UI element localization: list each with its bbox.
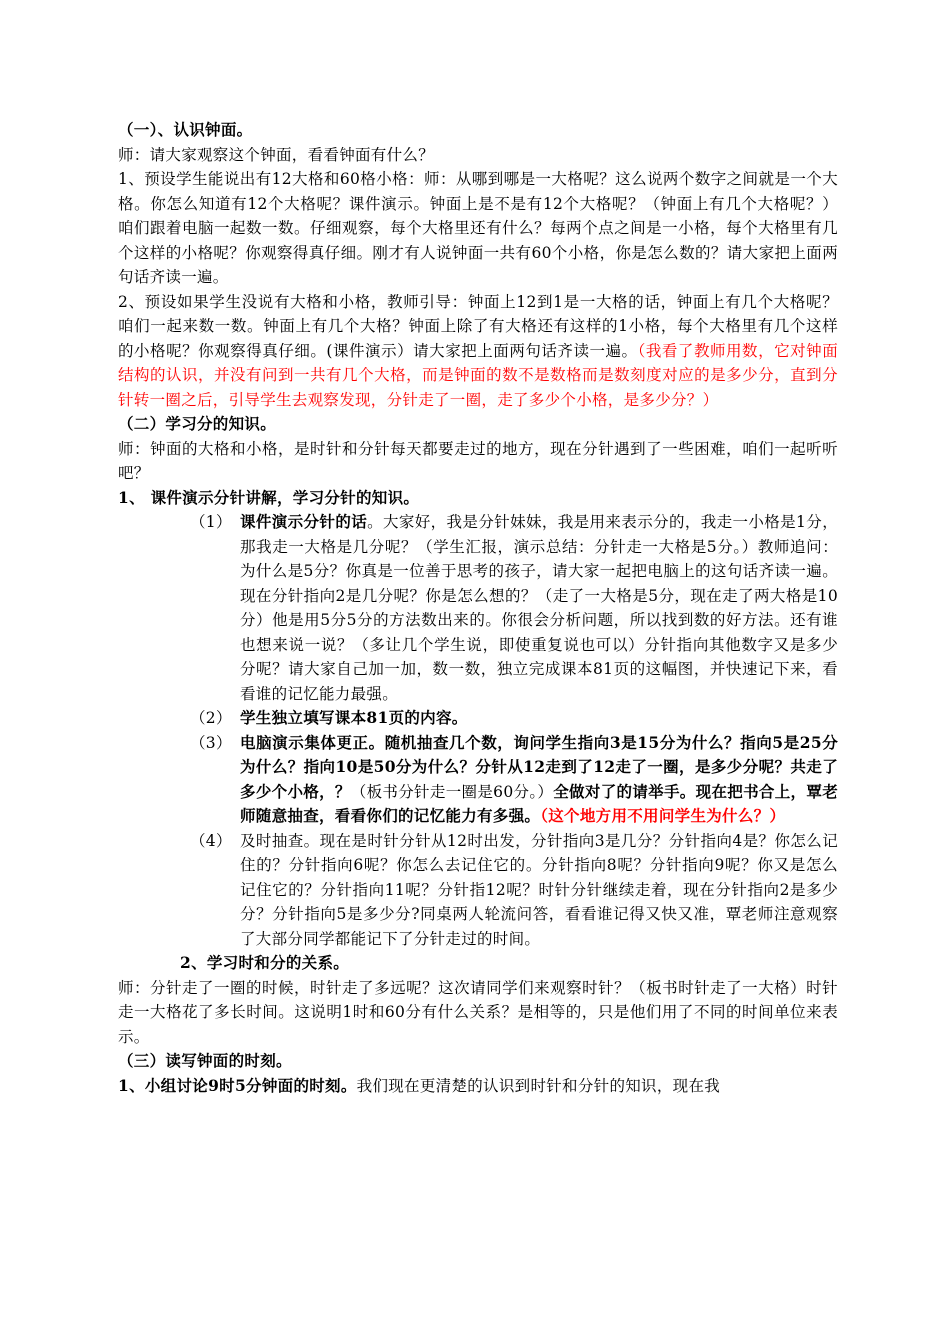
paragraph: 师：请大家观察这个钟面，看看钟面有什么？ [118, 145, 435, 164]
paragraph [118, 1074, 838, 1099]
list-text: （板书分针走一圈是60分。） [350, 782, 554, 801]
list-number: （1） [190, 513, 232, 531]
paragraph: 1、预设学生能说出有12大格和60格小格：师：从哪到哪是一大格呢？这么说两个数字之间就是一个大格。你怎么知道有12个大格呢？课件演示。钟面上是不是有12个大格呢？（钟面上有几个大格呢？）咱们跟着电脑一起数一数。仔细观察，每个大格里还有什么？每两个点之间是一小格，每个大格里有几个这样的小格呢？你观察得真仔细。刚才有人说钟面一共有60个小格，你是怎么数的？请大家把上面两句话齐读一遍。 [118, 170, 838, 286]
paragraph: 师：钟面的大格和小格，是时针和分针每天都要走过的地方，现在分针遇到了一些困难，咱们一起听听吧？ [118, 439, 838, 482]
list-text: 及时抽查。现在是时针分针从12时出发，分针指向3是几分？分针指向4是？你怎么记住的？分针指向6呢？你怎么去记住它的。分针指向8呢？分针指向9呢？你又是怎么记住它的？分针指向11呢？分针指12呢？时针分针继续走着，现在分针指向2是多少分？分针指向5是多少分?同桌两人轮流问答，看看谁记得又快又准，覃老师注意观察了大部分同学都能记下了分针走过的时间。 [240, 831, 838, 948]
subsection-heading: 2、学习时和分的关系。 [180, 953, 350, 972]
paragraph [118, 290, 838, 413]
bold-text: 课件演示分针的话 [240, 512, 368, 531]
list-item [118, 706, 838, 731]
section-1-heading: （一）、认识钟面。 [118, 120, 253, 139]
list-text: 。大家好，我是分针妹妹，我是用来表示分的，我走一小格是1分，那我走一大格是几分呢？（学生汇报，演示总结：分针走一大格是5分。）教师追问：为什么是5分？你真是一位善于思考的孩子，请大家一起把电脑上的这句话齐读一遍。现在分针指向2是几分呢？你是怎么想的？（走了一大格是5分，现在走了两大格是10分）他是用5分5分的方法数出来的。你很会分析问题，所以找到数的好方法。还有谁也想来说一说？（多让几个学生说，即使重复说也可以）分针指向其他数字又是多少分呢？请大家自己加一加，数一数，独立完成课本81页的这幅图，并快速记下来，看看谁的记忆能力最强。 [240, 513, 838, 703]
list-item [118, 829, 838, 952]
paragraph-text: 2、预设如果学生没说有大格和小格，教师引导：钟面上12到1是一大格的话，钟面上有几个大格呢？咱们一起来数一数。钟面上有几个大格？钟面上除了有大格还有这样的1小格，每个大格里有几个这样的小格呢？你观察得真仔细。(课件演示）请大家把上面两句话齐读一遍。 [118, 292, 838, 360]
red-comment: （这个地方用不用问学生为什么？） [540, 806, 786, 825]
document-page [118, 118, 838, 1098]
section-2-heading: （二）学习分的知识。 [118, 414, 277, 433]
list-item [118, 510, 838, 706]
paragraph: 师：分针走了一圈的时候，时针走了多远呢？这次请同学们来观察时针？（板书时针走了一大格）时针走一大格花了多长时间。这说明1时和60分有什么关系？是相等的，只是他们用了不同的时间单位来表示。 [118, 978, 838, 1046]
bold-text: 全做对了的请举手。现在把书合上，覃老师随意抽查，看看你们的记忆能力有多强。 [240, 781, 839, 825]
red-comment: （我看了教师用数，它对钟面结构的认识，并没有问到一共有几个大格，而是钟面的数不是数格而是数刻度对应的是多少分，直到分针转一圈之后，引导学生去观察发现，分针走了一圈，走了多少个小格，是多少分？） [118, 341, 839, 409]
bold-text: 1、小组讨论9时5分钟面的时刻。 [118, 1075, 357, 1095]
section-3-heading: （三）读写钟面的时刻。 [118, 1051, 292, 1070]
list-number: （2） [190, 709, 232, 727]
bold-text: 电脑演示集体更正。随机抽查几个数，询问学生指向3是15分为什么？指向5是25分为什么？指向10是50分为什么？分针从12走到了12走了一圈，是多少分呢？共走了多少个小格，？ [240, 732, 838, 801]
list-body [240, 510, 838, 706]
list-body [240, 731, 838, 829]
bold-text: 学生独立填写课本81页的内容。 [240, 708, 468, 727]
list-item [118, 731, 838, 829]
list-number: （3） [190, 733, 232, 752]
subsection-heading: 1、 课件演示分针讲解，学习分针的知识。 [118, 487, 420, 507]
list-number: （4） [190, 831, 232, 850]
paragraph-text: 我们现在更清楚的认识到时针和分针的知识，现在我 [356, 1076, 721, 1095]
